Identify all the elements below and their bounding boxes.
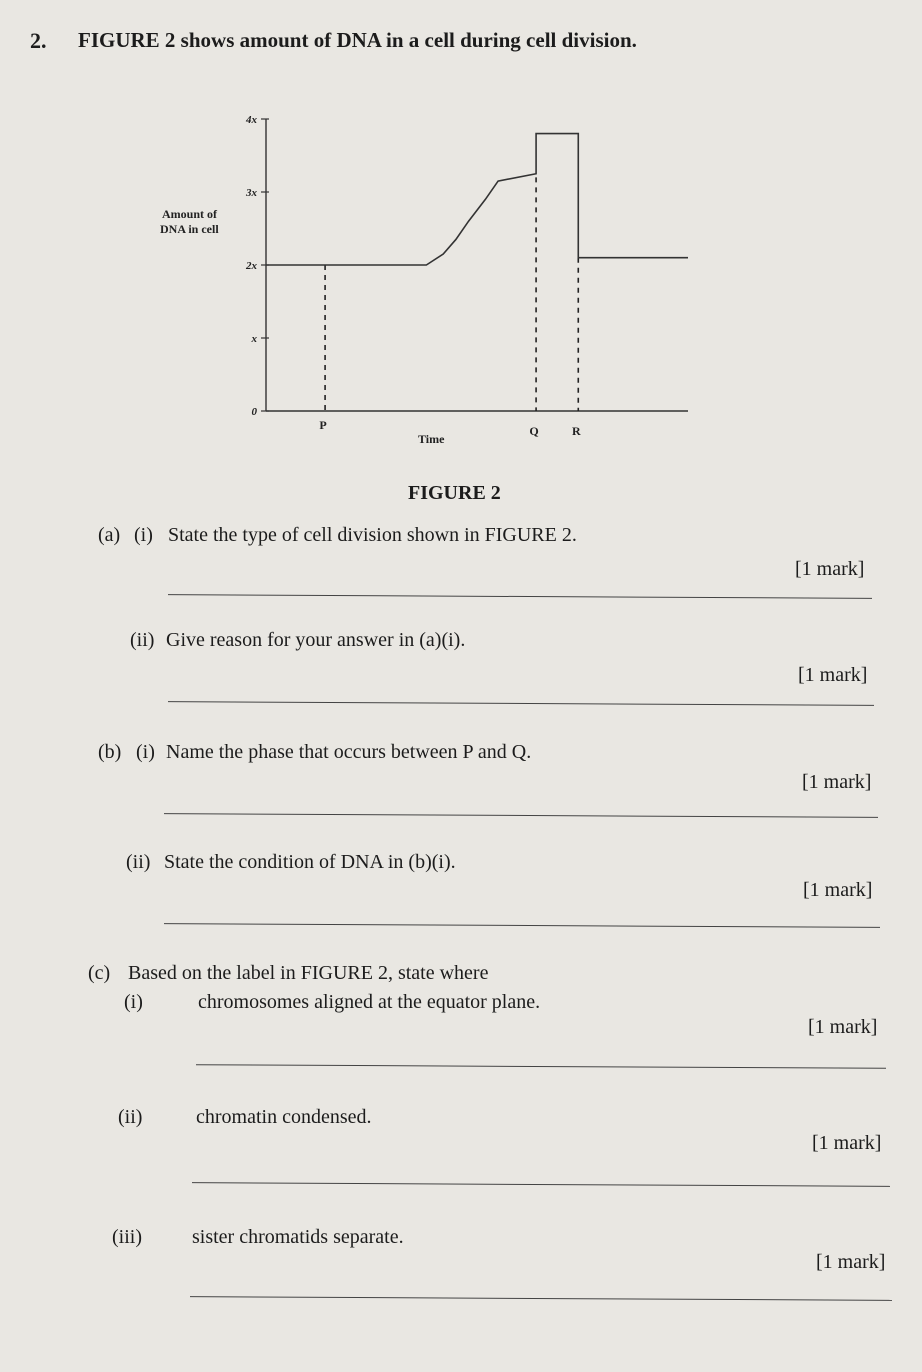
mark-a-ii: [1 mark]	[798, 664, 868, 686]
question-c-intro: Based on the label in FIGURE 2, state where	[128, 962, 489, 984]
marker-label-r: R	[571, 424, 581, 438]
question-c-ii: chromatin condensed.	[196, 1106, 372, 1128]
mark-b-ii: [1 mark]	[803, 879, 873, 901]
y-axis-label-line2: DNA in cell	[160, 222, 219, 236]
question-a-i: State the type of cell division shown in FIGURE 2.	[168, 524, 577, 546]
y-tick-label-2: 2x	[246, 260, 257, 272]
question-c-i: chromosomes aligned at the equator plane.	[198, 991, 541, 1013]
dna-series-line	[266, 134, 688, 265]
question-a-ii: Give reason for your answer in (a)(i).	[166, 629, 466, 651]
y-axis-label-line1: Amount of	[162, 207, 218, 221]
answer-line-c-ii[interactable]	[192, 1182, 890, 1187]
answer-line-a-i[interactable]	[168, 594, 872, 599]
marker-label-q: Q	[529, 424, 539, 438]
part-c-i-label: (i)	[124, 991, 143, 1013]
answer-line-b-ii[interactable]	[164, 923, 880, 928]
plot-area	[245, 114, 688, 438]
part-c-ii-label: (ii)	[118, 1106, 143, 1128]
part-b-i-label: (i)	[136, 741, 155, 763]
y-tick-label-1: x	[251, 333, 257, 345]
x-axis-label: Time	[418, 432, 445, 446]
y-tick-label-0: 0	[251, 406, 257, 418]
mark-a-i: [1 mark]	[795, 558, 865, 580]
answer-line-c-iii[interactable]	[190, 1296, 892, 1301]
mark-b-i: [1 mark]	[802, 771, 872, 793]
y-tick-label-4: 4x	[246, 114, 257, 126]
part-a-label: (a)	[98, 524, 121, 546]
mark-c-iii: [1 mark]	[816, 1251, 886, 1273]
part-a-i-label: (i)	[134, 524, 153, 546]
part-c-label: (c)	[88, 962, 111, 984]
answer-line-b-i[interactable]	[164, 813, 878, 818]
mark-c-i: [1 mark]	[808, 1016, 878, 1038]
part-c-iii-label: (iii)	[112, 1226, 142, 1248]
figure-caption: FIGURE 2	[408, 482, 501, 504]
part-a-ii-label: (ii)	[130, 629, 155, 651]
answer-line-a-ii[interactable]	[168, 701, 874, 706]
dna-amount-chart	[150, 100, 710, 460]
marker-label-p: P	[319, 418, 327, 432]
question-b-ii: State the condition of DNA in (b)(i).	[164, 851, 456, 873]
mark-c-ii: [1 mark]	[812, 1132, 882, 1154]
question-intro: FIGURE 2 shows amount of DNA in a cell during cell division.	[78, 28, 637, 52]
question-b-i: Name the phase that occurs between P and Q.	[166, 741, 532, 763]
part-b-label: (b)	[98, 741, 122, 763]
question-number: 2.	[30, 28, 47, 53]
part-b-ii-label: (ii)	[126, 851, 151, 873]
question-c-iii: sister chromatids separate.	[192, 1226, 404, 1248]
y-tick-label-3: 3x	[246, 187, 257, 199]
answer-line-c-i[interactable]	[196, 1064, 886, 1069]
